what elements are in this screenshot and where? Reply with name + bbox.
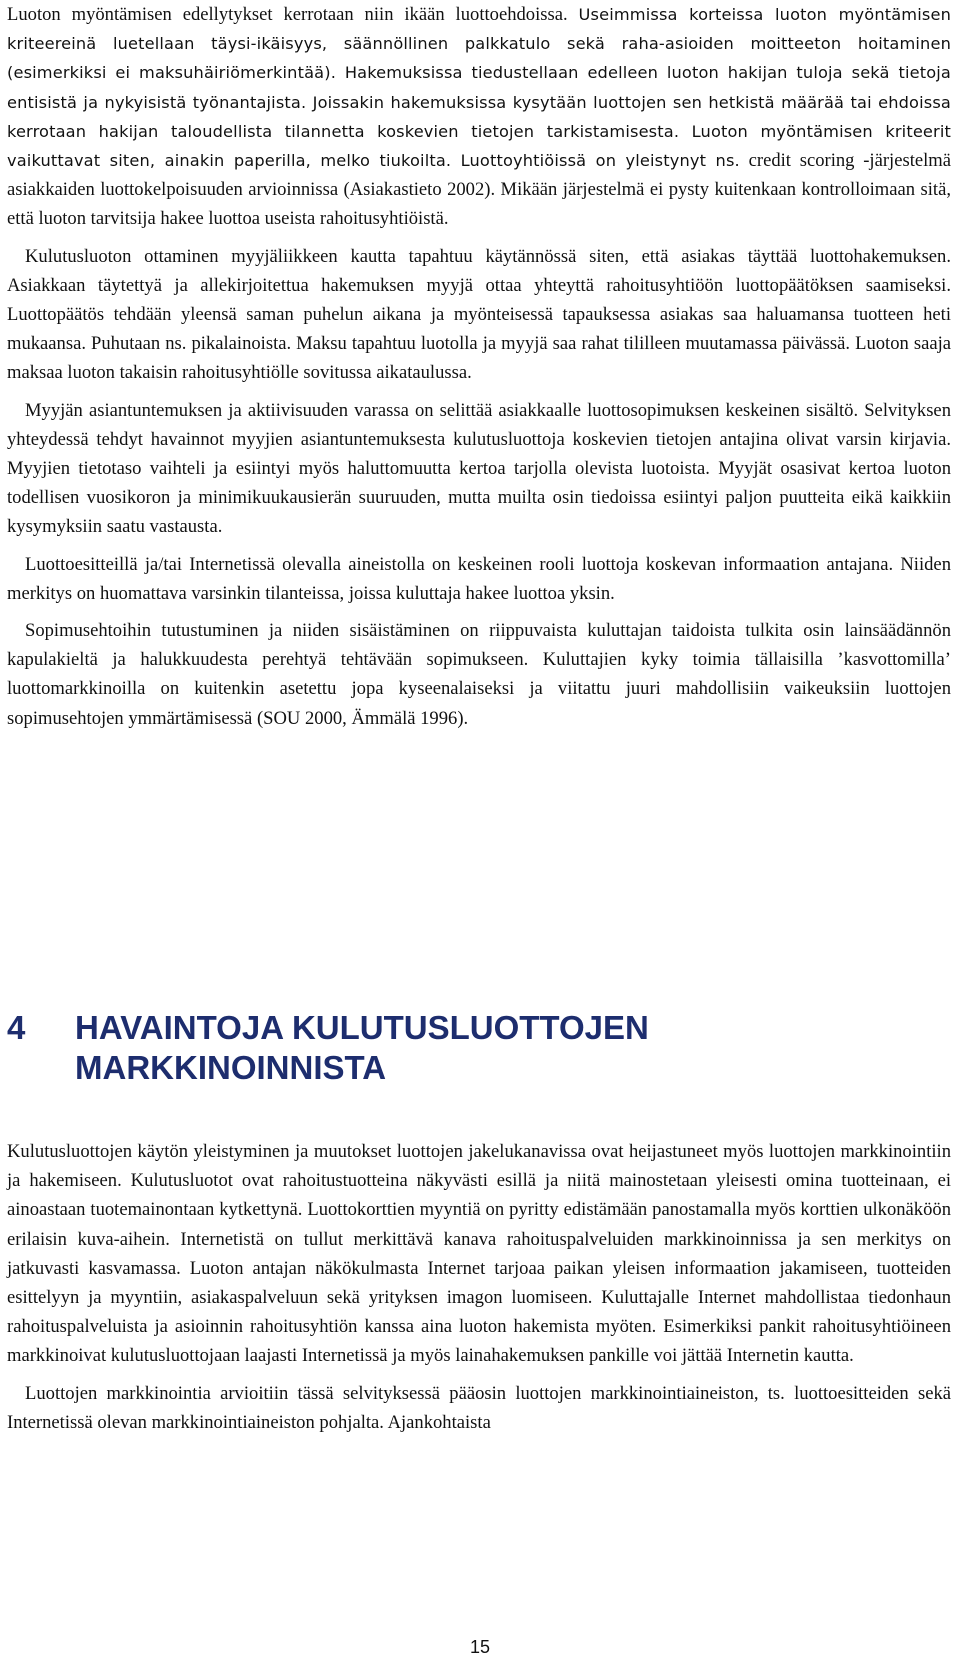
section-title-line-1: HAVAINTOJA KULUTUSLUOTTOJEN [75,1009,649,1046]
section-2 [7,1137,951,1437]
paragraph-seller-expertise: Myyjän asiantuntemuksen ja aktiivisuuden varassa on selittää asiakkaalle luottosopimuksen keskeinen sisältö. Selvityksen yhteydessä tehdyt havainnot myyjien asiantuntemuksesta kulutusluottoja koskevien tietojen antajina olivat varsin kirjavia. Myyjien tietotaso vaihteli ja esiintyi myös haluttomuutta kertoa tarjolla olevista luotoista. Myyjät osasivat kertoa luoton todellisen vuosikoron ja minimikuukausierän suuruuden, mutta muilta osin tiedoissa esiintyi paljon puutteita eikä kaikkiin kysymyksiin saatu vastausta. [7,399,951,538]
paragraph-credit-criteria-end: credit scoring -järjestelmä asiakkaiden luottokelpoisuuden arvioinnissa (Asiakastieto 2002). Mikään järjestelmä ei pysty kuitenkaan kontrolloimaan sitä, että luoton tarvitsija hakee luottoa useista rahoitusyhtiöistä. [7,150,951,230]
paragraph-credit-criteria [7,0,951,234]
section-number: 4 [7,1009,26,1046]
paragraph-brochures: Luottoesitteillä ja/tai Internetissä olevalla aineistolla on keskeinen rooli luottoja koskevan informaation antajana. Niiden merkitys on huomattava varsinkin tilanteissa, joissa kuluttaja hakee luottoa yksin. [7,553,951,604]
paragraph-credit-criteria-body: Useimmissa korteissa luoton myöntämisen kriteereinä luetellaan täysi-ikäisyys, säännöllinen palkkatulo sekä raha-asioiden moitteeton hoitaminen (esimerkiksi ei maksuhäiriömerkintää). Hakemuksissa tiedustellaan edelleen luoton hakijan tuloja sekä tietoja entisistä ja nykyisistä työnantajista. Joissakin hakemuksissa kysytään luottojen sen hetkistä määrää tai ehdoissa kerrotaan hakijan taloudellista tilannetta koskevien tietojen tarkistamisesta. Luoton myöntämisen kriteerit vaikuttavat siten, ainakin paperilla, melko tiukoilta. Luottoyhtiöissä on yleistynyt ns. [7,5,951,171]
paragraph-retail-credit: Kulutusluoton ottaminen myyjäliikkeen kautta tapahtuu käytännössä siten, että asiakas täyttää luottohakemuksen. Asiakkaan täytettyä ja allekirjoitettua hakemuksen myyjä ottaa yhteyttä rahoitusyhtiöön luottopäätöksen saamiseksi. Luottopäätös tehdään yleensä saman puhelun aikana ja myönteisessä tapauksessa asiakas saa haluamansa tuotteen heti mukaansa. Puhutaan ns. pikalainoista. Maksu tapahtuu luotolla ja myyjä saa rahat tililleen muutamassa päivässä. Luoton saaja maksaa luoton takaisin rahoitusyhtiölle sovitussa aikataulussa. [7,245,951,384]
page-number: 15 [469,1637,491,1657]
paragraph-marketing-evaluation: Luottojen markkinointia arvioitiin tässä selvityksessä pääosin luottojen markkinointiaineiston, ts. luottoesitteiden sekä Internetissä olevan markkinointiaineiston pohjalta. Ajankohtaista [7,1382,951,1433]
section-heading [7,1008,649,1088]
section-title [75,1008,649,1088]
paragraph-contract-terms: Sopimusehtoihin tutustuminen ja niiden sisäistäminen on riippuvaista kuluttajan taidoista tulkita osin lainsäädännön kapulakieltä ja halukkuudesta perehtyä tehtävään sopimukseen. Kuluttajien kyky toimia tällaisilla ’kasvottomilla’ luottomarkkinoilla on kuitenkin asetettu jopa kyseenalaiseksi ja viitattu juuri mahdollisiin vaikeuksiin luottojen sopimusehtojen ymmärtämisessä (SOU 2000, Ämmälä 1996). [7,620,951,729]
paragraph-marketing-internet: Kulutusluottojen käytön yleistyminen ja muutokset luottojen jakelukanavissa ovat heijastuneet myös luottojen markkinointiin ja hakemiseen. Kulutusluotot ovat rahoitustuotteina näkyvästi esillä ja niitä mainostetaan yleisesti omina tuotteinaan, ei ainoastaan tuotemainontaan kytkettynä. Luottokorttien myyntiä on pyritty edistämään panostamalla myös korttien ulkonäköön erilaisin kuva-aihein. Internetistä on tullut merkittävä kanava rahoituspalveluiden markkinoinnissa ja sen merkitys on jatkuvasti kasvamassa. Luoton antajan näkökulmasta Internet tarjoaa paikan yleisen informaation jakamiseen, tuotteiden esittelyyn ja myyntiin, asiakaspalveluun sekä yrityksen imagon luomiseen. Kuluttajalle Internet mahdollistaa tiedonhaun rahoituspalveluista ja asioinnin rahoitusyhtiön kanssa aina luoton hakemista myöten. Esimerkiksi pankit rahoitusyhtiöineen markkinoivat kulutusluottojaan laajasti Internetissä ja myös lainahakemuksen pankille voi jättää Internetin kautta. [7,1141,951,1367]
section-title-line-2: MARKKINOINNISTA [75,1049,387,1086]
section-1 [7,0,951,733]
paragraph-credit-criteria-intro: Luoton myöntämisen edellytykset kerrotaan niin ikään luottoehdoissa. [7,4,568,25]
